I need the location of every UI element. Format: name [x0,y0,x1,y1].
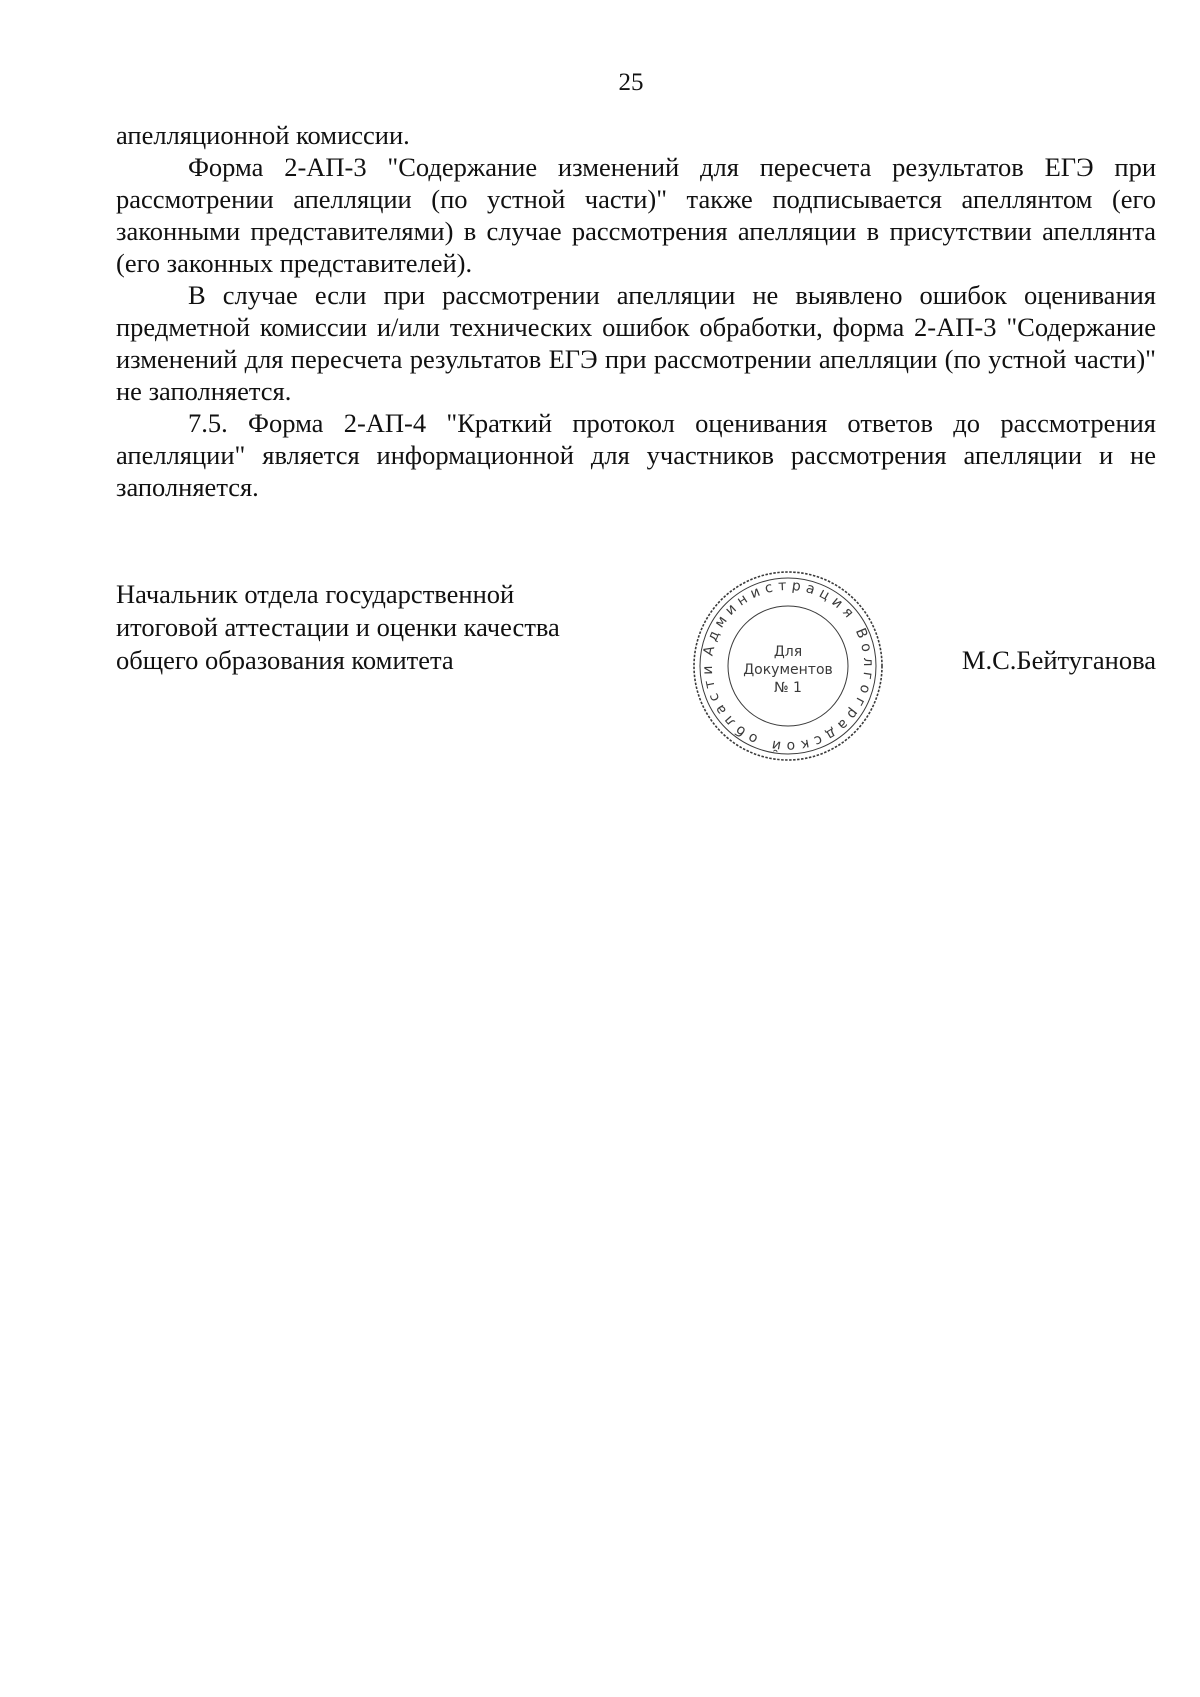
stamp-outer-text: Администрация Волгоградской области [699,577,877,755]
stamp-center-line: № 1 [774,680,802,696]
page-number: 25 [618,69,644,96]
official-stamp [690,568,886,764]
signer-name: М.С.Бейтуганова [961,645,1156,675]
signer-position-line: итоговой аттестации и оценки качества [116,612,560,642]
stamp-center-line: Для [773,644,803,660]
signer-position-line: Начальник отдела государственной [116,579,515,609]
stamp-center-line: Документов [743,662,833,678]
signer-position [116,578,636,677]
paragraph-form-2ap3-signing: Форма 2-АП-3 "Содержание изменений для пересчета результатов ЕГЭ при рассмотрении апелляции (по устной части)" также подписывается апеллянтом (его законными представителями) в случае рассмотрения апелляции в присутствии апеллянта (его законных представителей). [116,152,1156,278]
paragraph-no-errors-case: В случае если при рассмотрении апелляции не выявлено ошибок оценивания предметной комиссии и/или технических ошибок обработки, форма 2-АП-3 "Содержание изменений для пересчета результатов ЕГЭ при рассмотрении апелляции (по устной части)" не заполняется. [116,280,1156,406]
signer-position-line: общего образования комитета [116,645,454,675]
paragraph-continuation: апелляционной комиссии. [116,120,410,150]
document-body [116,119,1156,503]
paragraph-7-5-form-2ap4: 7.5. Форма 2-АП-4 "Краткий протокол оценивания ответов до рассмотрения апелляции" является информационной для участников рассмотрения апелляции и не заполняется. [116,408,1156,502]
